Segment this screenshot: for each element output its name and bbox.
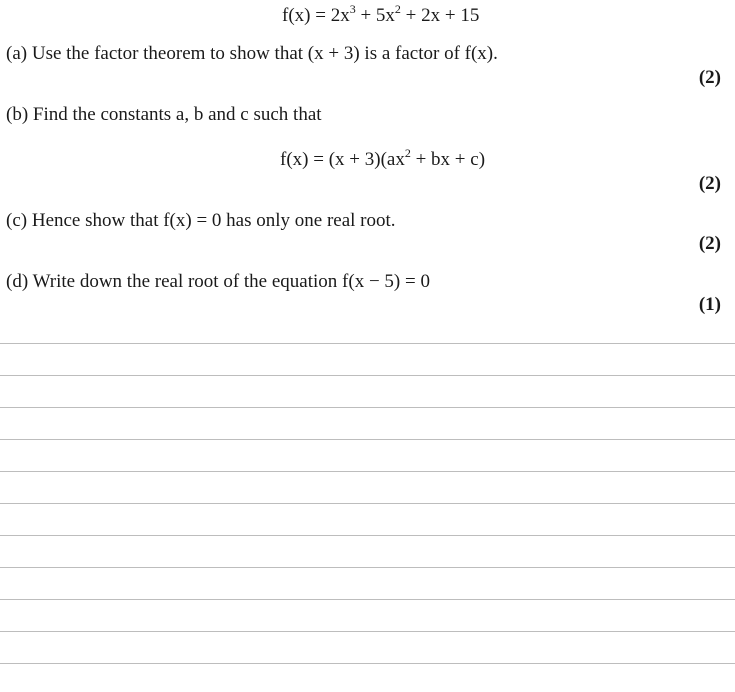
answer-line	[0, 439, 735, 440]
answer-line	[0, 343, 735, 344]
part-a-text: Use the factor theorem to show that (x + 3) is a factor of f(x).	[31, 43, 498, 64]
part-b-equation: $f(x) = (x + 3)(ax^2$ + bx + c)	[280, 146, 486, 170]
answer-line	[0, 599, 735, 600]
answer-line	[0, 503, 735, 504]
part-c-text: Hence show that f(x) = 0 has only one real root.	[31, 210, 396, 231]
part-d-question	[6, 270, 430, 294]
part-b-question	[6, 103, 322, 127]
part-b-marks: (2)	[698, 173, 721, 194]
part-a-marks: (2)	[698, 67, 721, 88]
answer-line	[0, 535, 735, 536]
part-b-text: Find the constants a, b and c such that	[32, 104, 322, 125]
answer-line	[0, 631, 735, 632]
part-a-label: (a)	[6, 43, 28, 64]
part-d-label: (d)	[6, 271, 29, 292]
answer-line	[0, 407, 735, 408]
answer-line	[0, 471, 735, 472]
answer-line	[0, 567, 735, 568]
part-b-label: (b)	[6, 104, 29, 125]
answer-line	[0, 375, 735, 376]
part-c-question	[6, 209, 396, 233]
function-definition: $f(x) = 2x^3 + 5x^2 + 2x + 15$	[282, 2, 480, 26]
part-c-marks: (2)	[698, 233, 721, 254]
part-d-text: Write down the real root of the equation f(x − 5) = 0	[32, 271, 430, 292]
part-c-label: (c)	[6, 210, 28, 231]
part-a-question	[6, 42, 498, 66]
answer-line	[0, 663, 735, 664]
part-d-marks: (1)	[698, 294, 721, 315]
